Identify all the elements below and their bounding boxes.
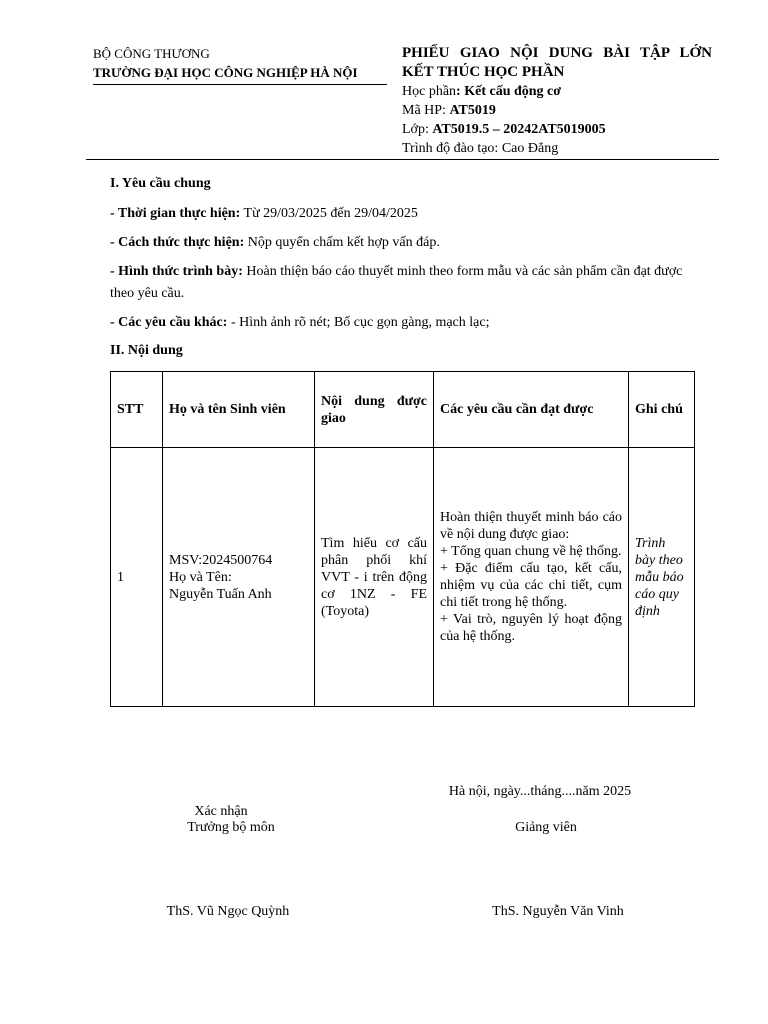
- class-line: [402, 120, 712, 139]
- sign-left-name: ThS. Vũ Ngọc Quỳnh: [166, 904, 290, 919]
- course-code-line: [402, 101, 712, 120]
- course-label: Học phần: [402, 84, 457, 99]
- course-code-value: AT5019: [449, 103, 496, 118]
- header-divider: [86, 159, 719, 160]
- other-value: - Hình ảnh rõ nét; Bố cục gọn gàng, mạch lạc;: [227, 315, 490, 330]
- student-name: Nguyễn Tuấn Anh: [169, 586, 272, 602]
- header-student: Họ và tên Sinh viên: [163, 372, 315, 448]
- sign-left-title1: Xác nhận: [194, 804, 248, 819]
- class-value: AT5019.5 – 20242AT5019005: [432, 122, 606, 137]
- assignment-table: [110, 371, 695, 707]
- sign-right-title: Giảng viên: [515, 820, 577, 835]
- method-label: - Cách thức thực hiện:: [110, 235, 245, 250]
- course-code-label: Mã HP:: [402, 103, 450, 118]
- student-id: MSV:2024500764: [169, 552, 273, 568]
- cell-stt: 1: [111, 448, 163, 707]
- format-label: - Hình thức trình bày:: [110, 264, 243, 279]
- sign-right-name: ThS. Nguyễn Văn Vinh: [492, 904, 624, 919]
- training-level: Trình độ đào tạo: Cao Đẳng: [402, 141, 559, 156]
- document-title-line2: KẾT THÚC HỌC PHẦN: [402, 64, 565, 80]
- format-requirement: [110, 261, 695, 305]
- table-header-row: [111, 372, 695, 448]
- format-value: Hoàn thiện báo cáo thuyết minh theo form mẫu và các sản phẩm cần đạt được theo yêu cầu.: [110, 264, 683, 301]
- cell-content: Tìm hiểu cơ cấu phân phối khí VVT - i trên động cơ 1NZ - FE (Toyota): [315, 448, 434, 707]
- table-row: [111, 448, 695, 707]
- section2-heading-text: II. Nội dung: [110, 343, 183, 358]
- requirement-item: + Tổng quan chung về hệ thống.: [440, 544, 622, 559]
- class-label: Lớp:: [402, 122, 433, 137]
- header-left: [93, 44, 389, 85]
- sign-left-title2: Trưởng bộ môn: [187, 820, 275, 835]
- section1-heading-text: I. Yêu cầu chung: [110, 176, 211, 191]
- time-requirement: [110, 203, 695, 225]
- method-requirement: [110, 232, 695, 254]
- course-value: : Kết cấu động cơ: [456, 84, 562, 99]
- header-note: Ghi chú: [629, 372, 695, 448]
- student-name-label: Họ và Tên:: [169, 569, 232, 585]
- header-stt: STT: [111, 372, 163, 448]
- method-value: Nộp quyển chấm kết hợp vấn đáp.: [244, 235, 440, 250]
- course-line: [402, 82, 712, 101]
- cell-requirements: [434, 448, 629, 707]
- other-requirement: [110, 312, 695, 334]
- cell-note: Trình bày theo mẫu báo cáo quy định: [629, 448, 695, 707]
- section1-heading: [110, 176, 211, 192]
- sign-date: Hà nội, ngày...tháng....năm 2025: [448, 784, 632, 799]
- ministry-name: BỘ CÔNG THƯƠNG: [93, 46, 210, 61]
- cell-student: [163, 448, 315, 707]
- requirement-item: Hoàn thiện thuyết minh báo cáo về nội dung được giao:: [440, 510, 622, 542]
- time-value: Từ 29/03/2025 đến 29/04/2025: [240, 206, 418, 221]
- school-name: TRƯỜNG ĐẠI HỌC CÔNG NGHIỆP HÀ NỘI: [93, 65, 358, 80]
- document-title-line1: PHIẾU GIAO NỘI DUNG BÀI TẬP LỚN: [402, 45, 712, 61]
- time-label: - Thời gian thực hiện:: [110, 206, 241, 221]
- requirement-item: + Đặc điểm cấu tạo, kết cấu, nhiệm vụ của các chi tiết, cụm chi tiết trong hệ thống.: [440, 561, 622, 610]
- header-requirements: Các yêu cầu cần đạt được: [434, 372, 629, 448]
- header-content: Nội dung được giao: [315, 372, 434, 448]
- requirement-item: + Vai trò, nguyên lý hoạt động của hệ thống.: [440, 612, 622, 644]
- header-right: [402, 44, 712, 158]
- section2-heading: [110, 343, 183, 359]
- other-label: - Các yêu cầu khác:: [110, 315, 228, 330]
- header-underline: [93, 84, 387, 85]
